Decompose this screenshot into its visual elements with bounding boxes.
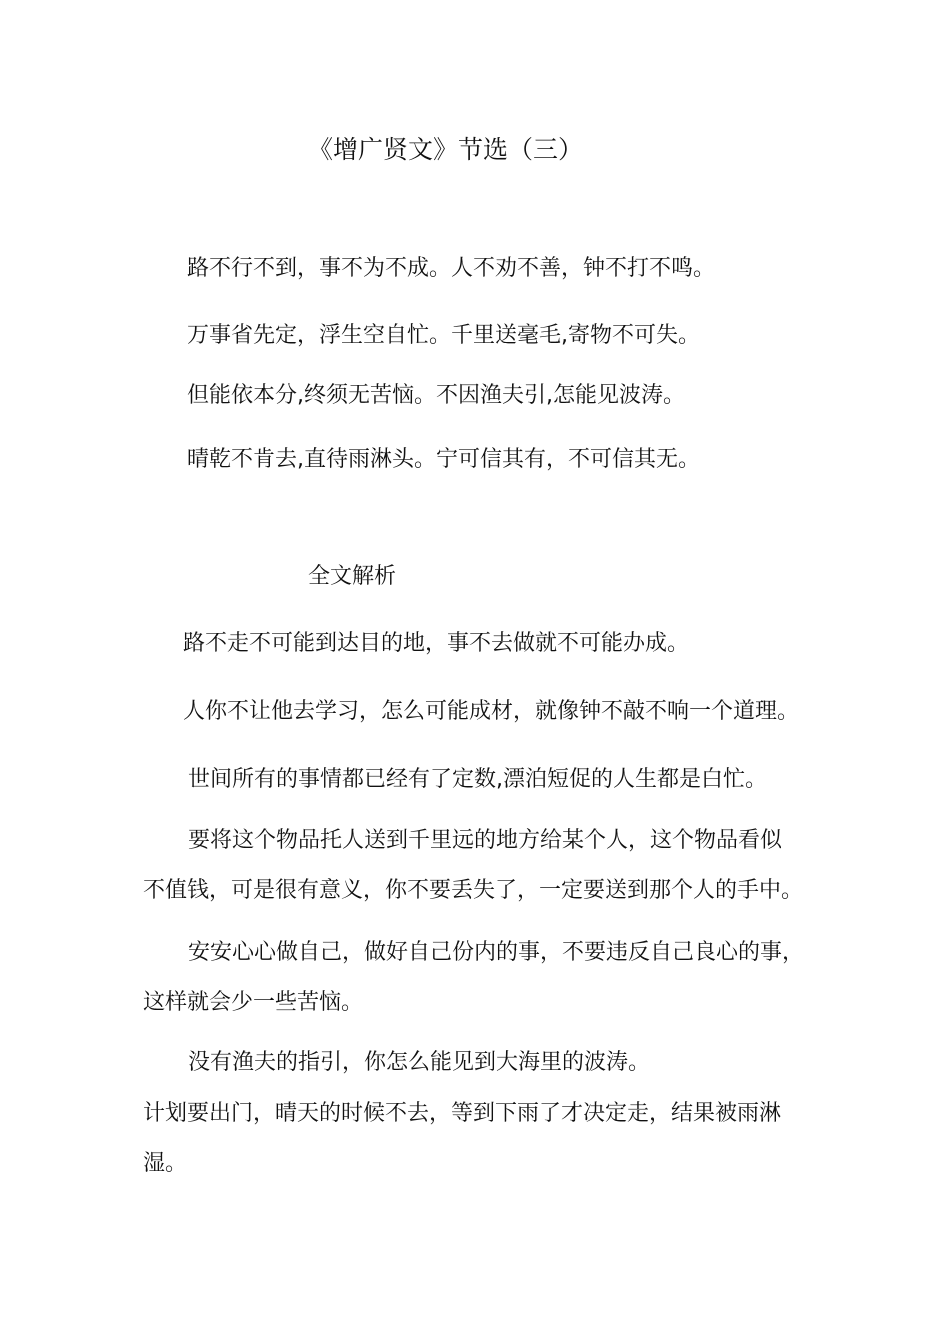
analysis-line: 湿。 <box>143 1151 188 1176</box>
analysis-line: 这样就会少一些苦恼。 <box>143 990 364 1015</box>
analysis-line: 没有渔夫的指引，你怎么能见到大海里的波涛。 <box>188 1050 651 1075</box>
verse-line: 晴乾不肯去,直待雨淋头。宁可信其有，不可信其无。 <box>187 447 700 472</box>
analysis-line: 世间所有的事情都已经有了定数,漂泊短促的人生都是白忙。 <box>188 767 767 792</box>
verse-line: 但能依本分,终须无苦恼。不因渔夫引,怎能见波涛。 <box>187 383 685 408</box>
analysis-line: 安安心心做自己，做好自己份内的事，不要违反自己良心的事， <box>188 940 805 965</box>
analysis-line: 要将这个物品托人送到千里远的地方给某个人，这个物品看似 <box>188 828 783 853</box>
analysis-heading: 全文解析 <box>308 564 397 589</box>
document-title: 《增广贤文》节选（三） <box>308 135 584 164</box>
verse-line: 万事省先定，浮生空自忙。千里送毫毛,寄物不可失。 <box>187 323 700 348</box>
analysis-line: 人你不让他去学习，怎么可能成材，就像钟不敲不响一个道理。 <box>183 699 800 724</box>
verse-line: 路不行不到，事不为不成。人不劝不善，钟不打不鸣。 <box>187 256 716 281</box>
analysis-line: 不值钱，可是很有意义，你不要丢失了，一定要送到那个人的手中。 <box>143 878 804 903</box>
analysis-line: 路不走不可能到达目的地，事不去做就不可能办成。 <box>183 631 690 656</box>
analysis-line: 计划要出门，晴天的时候不去，等到下雨了才决定走，结果被雨淋 <box>143 1101 782 1126</box>
